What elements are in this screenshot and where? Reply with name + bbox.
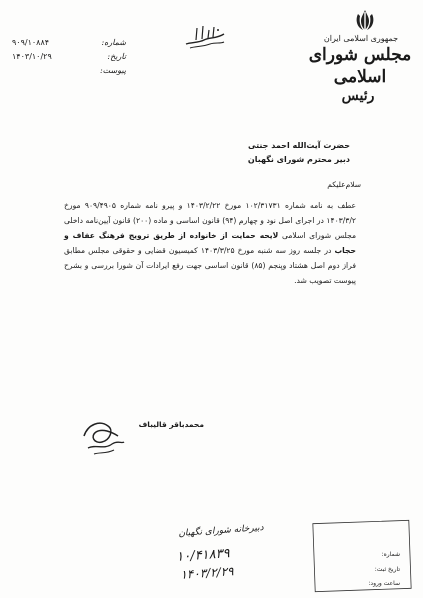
meta-date-label: تاریخ: — [107, 52, 126, 61]
header-republic: جمهوری اسلامی ایران — [323, 34, 399, 43]
letter-body — [64, 198, 356, 288]
meta-number-label: شماره: — [101, 38, 126, 47]
meta-attachment-label: پیوست: — [99, 66, 126, 75]
recipient-name: حضرت آیت‌الله احمد جنتی — [248, 141, 350, 150]
iran-emblem-icon — [352, 8, 378, 32]
basmala-calligraphy — [182, 22, 228, 52]
header-majlis-title: مجلس شورای اسلامی — [308, 45, 412, 87]
meta-attachment-row — [8, 66, 126, 80]
recipient-title: دبیر محترم شورای نگهبان — [247, 155, 350, 164]
stamp-date-value: ۱۴۰۳/۲/۲۹ — [179, 564, 235, 582]
header-speaker-title: رئیس — [341, 88, 375, 104]
stamp-number-label: شماره: — [381, 551, 400, 558]
letter-meta — [8, 38, 126, 80]
meta-date-row — [8, 52, 126, 66]
stamp-date-label: تاریخ ثبت: — [374, 566, 400, 573]
recipient-block — [200, 141, 350, 169]
meta-number-value: ۹۰۹/۱۰۸۸۴ — [12, 38, 50, 47]
body-part-1: عطف به نامه شماره ۱۰۲/۳۱۷۳۱ مورخ ۱۴۰۳/۲/۲۲ و پیرو نامه شماره ۹۰۹/۴۹۰۵ مورخ ۱۴۰۳/۳/۲ در اجرای اصل نود و چهارم (۹۴) قانون اساسی و ماده (۲۰۰) قانون آیین‌نامه داخلی مجلس شورای اسلامی — [64, 201, 357, 240]
stamp-title: دبیرخانه شورای نگهبان — [178, 523, 264, 539]
stamp-time-label: ساعت ورود: — [368, 580, 400, 587]
salutation: سلام‌علیکم — [327, 180, 361, 189]
signer-name: محمدباقر قالیباف — [138, 420, 204, 429]
signature-mark — [78, 414, 128, 458]
body-bill-title: لایحه حمایت از خانواده از طریق ترویج فرهنگ عفاف و حجاب — [64, 231, 356, 255]
stamp-number-value: ۱۰/۴۱۸۳۹ — [175, 546, 231, 565]
meta-number-row — [8, 38, 126, 52]
meta-date-value: ۱۴۰۳/۱۰/۲۹ — [12, 52, 52, 61]
body-part-2: در جلسه روز سه شنبه مورخ ۱۴۰۳/۳/۲۵ کمیسیون قضایی و حقوقی مجلس مطابق فراز دوم اصل هشتاد وپنجم (۸۵) قانون اساسی جهت رفع ایرادات آن شورا بررسی و بشرح پیوست تصویب شد. — [64, 246, 356, 285]
